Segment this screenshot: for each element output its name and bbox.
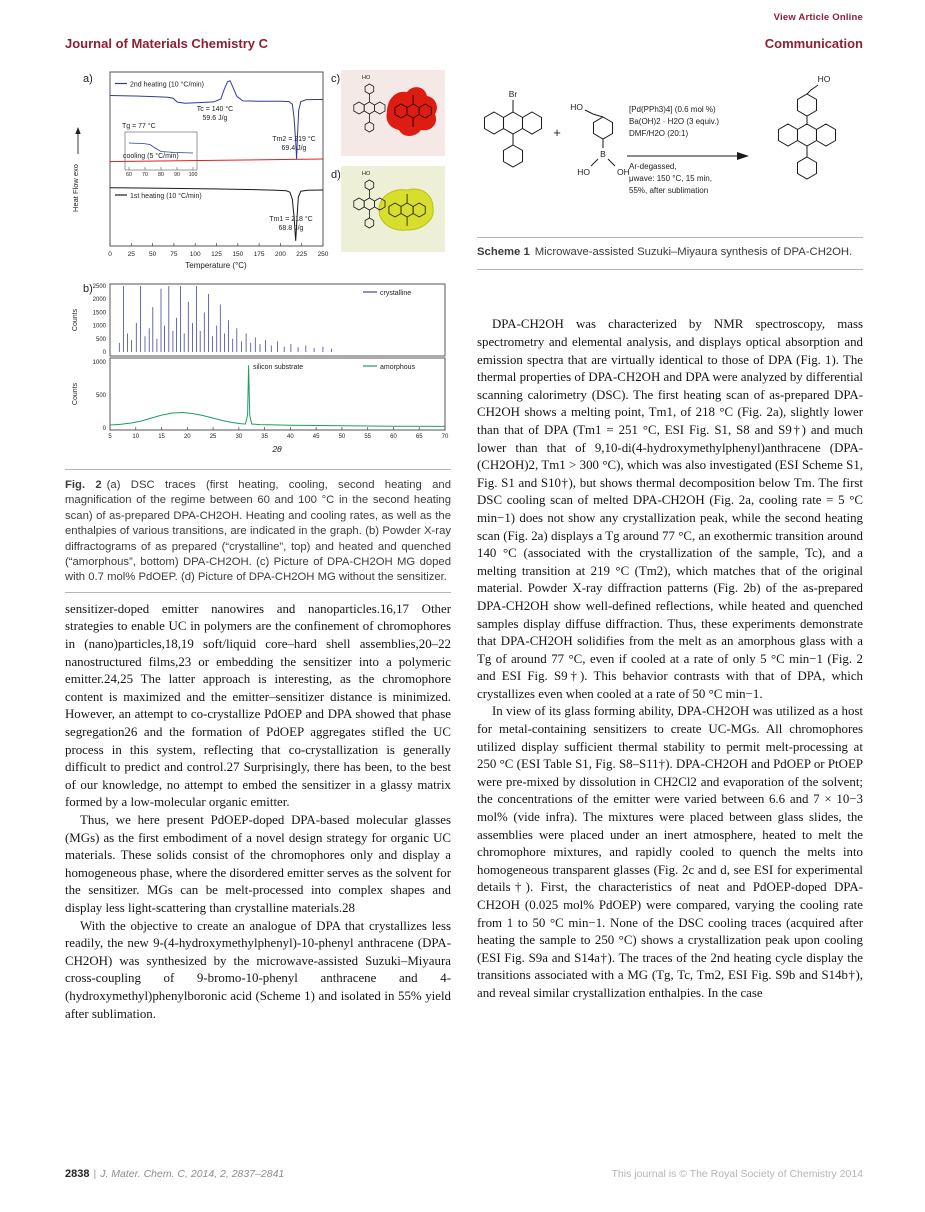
- scheme1-caption-text: Microwave-assisted Suzuki–Miyaura synthesis of DPA-CH2OH.: [534, 246, 853, 258]
- annotation-tm1-enthalpy: 68.8 J/g: [278, 225, 304, 232]
- xrd-amorphous-ytick: 500: [95, 393, 106, 399]
- panel-c-label: c): [331, 73, 341, 85]
- xrd-x-axis-label: 2θ: [272, 444, 282, 454]
- dsc-inset-ticks: [126, 167, 197, 178]
- figure2-caption-label: Fig. 2: [65, 479, 102, 491]
- xrd-crystalline-peaks: [119, 286, 331, 352]
- reaction-arrow-head: [737, 152, 749, 160]
- xrd-xtick-label: 20: [183, 434, 191, 440]
- dsc-xtick-label: 200: [274, 251, 286, 258]
- inset-xtick-label: 70: [142, 172, 148, 178]
- left-body-paragraph-1: sensitizer-doped emitter nanowires and nanoparticles.16,17 Other strategies to enable UC in polymers are the confinement of chromophores in (nano)particles,18,19 soft/liquid core–hard shell assemblies,20–22 nanostructured films,23 or embedding the sensitizer into a polymeric emitter.24,25 The latter approach is interesting, as the chromophore content is maximized and the emitter–sensitizer distance is minimized. However, an attempt to co-crystallize PdOEP and DPA showed that phase segregation26 and the formation of PdOEP aggregates stifled the UC process in this system, reflecting that co-crystallization is generally difficult to predict and control.27 Surprisingly, there has been, to the best of our knowledge, no attempt to embed the sensitizer in a glassy matrix formed by a low-molecular organic emitter.: [65, 601, 451, 810]
- dsc-xtick-label: 125: [211, 251, 222, 258]
- xrd-xtick-label: 55: [364, 434, 372, 440]
- dsc-inset-box: [125, 132, 197, 170]
- panel-b-label: b): [83, 283, 93, 295]
- dsc-x-axis-ticks: [108, 243, 329, 258]
- view-article-online-link[interactable]: View Article Online: [773, 12, 863, 23]
- inset-xtick-label: 90: [174, 172, 180, 178]
- scheme1-caption: [477, 245, 863, 260]
- condition-line-2: Ba(OH)2 · H2O (3 equiv.): [629, 117, 720, 126]
- annotation-tc-enthalpy: 59.6 J/g: [202, 115, 228, 122]
- xrd-xtick-label: 10: [132, 434, 140, 440]
- legend-1st-heating: 1st heating (10 °C/min): [130, 193, 202, 200]
- xrd-xtick-label: 65: [415, 434, 423, 440]
- right-body-paragraph-1: DPA-CH2OH was characterized by NMR spectroscopy, mass spectrometry and elemental analysis, and displays optical absorption and emission spectra that are virtually identical to those of DPA (Fig. 1). The thermal properties of DPA-CH2OH and DPA were analyzed by differential scanning calorimetry (DSC). The first heating scan of as-prepared DPA-CH2OH shows a melting point, Tm1, of 218 °C (Fig. 2a), slightly lower than that of DPA (Tm1 = 251 °C, ESI Fig. S1, S8 and S9†) and much lower than that of 9,10-di(4-hydroxymethylphenyl)anthracene (DPA-(CH2OH)2, Tm1 > 300 °C), which was also investigated (ESI Scheme S1, Fig. S1 and S10†), but shows thermal decomposition below Tm. The first DSC cooling scan of melted DPA-CH2OH (Fig. 2a, cooling rate = 5 °C min−1) does not show any crystallization peak, while the second heating scan (Fig. 2a) displays a Tg around 77 °C, an exothermic transition around 140 °C (associated with the crystallization of the sample, Tc), and a melting transition at 219 °C (Tm2), which matches that of the original material. Powder X-ray diffraction patterns (Fig. 2b) of the as-prepared DPA-CH2OH show well-defined reflections, while heated and quenched samples display diffuse diffraction. Thus, these experiments demonstrate that DPA-CH2OH solidifies from the melt as an amorphous glass with a Tg of around 77 °C, even if cooled at a rate of only 5 °C min−1 (Fig. 2 and ESI Fig. S9†). This behavior contrasts with that of DPA, which crystallizes even when cooled at a rate of 50 °C min−1.: [477, 317, 863, 701]
- inset-xtick-label: 60: [126, 172, 132, 178]
- figure2-caption-rule-bottom: [65, 592, 451, 593]
- inset-xtick-label: 80: [158, 172, 164, 178]
- xrd-xtick-label: 45: [312, 434, 320, 440]
- dsc-xtick-label: 100: [189, 251, 201, 258]
- xrd-amorphous-trace: [110, 365, 445, 426]
- ho-label-d: HO: [362, 171, 371, 177]
- xrd-amorphous-ylabel: Counts: [72, 382, 79, 406]
- xrd-crystalline-ytick: 0: [102, 350, 106, 356]
- xrd-xtick-label: 5: [108, 434, 112, 440]
- xrd-xtick-label: 15: [158, 434, 165, 440]
- scheme-1-graphic: [477, 66, 863, 228]
- left-body-paragraph-3: With the objective to create an analogue of DPA that crystallizes less readily, the new 9-(4-hydroxymethylphenyl)-10-phenyl anthracene (DPA-CH2OH) was synthesized by the microwave-assisted Suzuki–Miyaura cross-coupling of 9-bromo-10-phenyl anthracene and 4-(hydroxymethyl)phenylboronic acid (Scheme 1) and isolated in 55% yield after sublimation.: [65, 918, 451, 1021]
- ho-label-c: HO: [362, 75, 371, 81]
- xrd-amorphous-yticks: [93, 360, 107, 432]
- ho-label-boronic-left: HO: [577, 167, 590, 177]
- xrd-amorphous-curve: [110, 365, 445, 426]
- condition-line-4: Ar-degassed,: [629, 162, 677, 171]
- xrd-xtick-label: 60: [390, 434, 397, 440]
- xrd-xtick-label: 40: [287, 434, 294, 440]
- annotation-tg: Tg = 77 °C: [122, 123, 156, 130]
- xrd-xtick-label: 50: [338, 434, 346, 440]
- page-header: [65, 36, 863, 51]
- dsc-xtick-label: 0: [108, 251, 112, 258]
- legend-cooling: cooling (5 °C/min): [123, 153, 179, 160]
- xrd-crystalline-ylabel: Counts: [72, 308, 79, 332]
- xrd-crystalline-ytick: 2000: [92, 297, 106, 304]
- dsc-xtick-label: 175: [253, 251, 265, 258]
- left-column: [65, 66, 451, 1023]
- condition-line-3: DMF/H2O (20:1): [629, 129, 689, 138]
- dsc-x-axis-label: Temperature (°C): [185, 261, 247, 270]
- xrd-crystalline-ytick: 1000: [92, 323, 106, 330]
- dsc-xtick-label: 25: [127, 251, 135, 258]
- br-label: Br: [508, 89, 518, 99]
- two-column-layout: [65, 66, 863, 1023]
- figure-2-graphic: [65, 66, 451, 458]
- plus-sign: +: [553, 125, 561, 140]
- right-column: [477, 66, 863, 1023]
- dsc-inset-curve: [129, 143, 193, 153]
- condition-line-5: μwave: 150 °C, 15 min,: [629, 174, 712, 183]
- exo-arrow-head: [75, 127, 80, 134]
- figure2-caption-text: (a) DSC traces (first heating, cooling, second heating and magnification of the regime between 60 and 100 °C in the second heating scan) of as-prepared DPA-CH2OH. Heating and cooling rates, as well as the enthalpies of various transitions, are indicated in the graph. (b) Powder X-ray diffractograms of as prepared (“crystalline”, top) and heated and quenched (“amorphous”, bottom) DPA-CH2OH. (c) Picture of DPA-CH2OH MG doped with 0.7 mol% PdOEP. (d) Picture of DPA-CH2OH MG without the sensitizer.: [65, 479, 452, 584]
- xrd-amorphous-y-axis: [72, 382, 79, 405]
- reactant-bromoanthracene: [484, 100, 541, 167]
- xrd-xtick-label: 35: [261, 434, 268, 440]
- condition-line-6: 55%, after sublimation: [629, 186, 709, 195]
- journal-title: Journal of Materials Chemistry C: [65, 36, 268, 51]
- dsc-y-axis-label: Heat Flow exo: [71, 164, 80, 212]
- legend-crystalline: crystalline: [380, 290, 412, 297]
- product-dpa-ch2oh: [778, 85, 835, 179]
- xrd-crystalline-ytick: 1500: [92, 310, 106, 317]
- ho-label-product: HO: [817, 74, 831, 84]
- scheme1-caption-label: Scheme 1: [477, 246, 530, 258]
- xrd-xtick-label: 25: [209, 434, 217, 440]
- article-type: Communication: [764, 36, 863, 51]
- boron-label: B: [600, 149, 606, 159]
- dsc-y-axis: [71, 164, 80, 212]
- xrd-crystalline-y-axis: [72, 308, 79, 331]
- xrd-x-axis-ticks: [108, 427, 449, 440]
- condition-line-1: [Pd(PPh3)4] (0.6 mol %): [629, 105, 716, 114]
- dsc-xtick-label: 150: [232, 251, 244, 258]
- dsc-xtick-label: 225: [296, 251, 308, 258]
- oh-label-boronic-right: OH: [617, 167, 630, 177]
- page-number: 2838: [65, 1168, 90, 1180]
- xrd-crystalline-ytick: 500: [95, 336, 106, 343]
- ho-label-boronic-top: HO: [570, 102, 583, 112]
- panel-a-label: a): [83, 73, 93, 85]
- xrd-crystalline-yticks: [93, 284, 107, 356]
- xrd-xtick-label: 30: [235, 434, 243, 440]
- dsc-xtick-label: 50: [148, 251, 157, 258]
- legend-2nd-heating: 2nd heating (10 °C/min): [130, 81, 205, 89]
- inset-xtick-label: 100: [188, 172, 198, 178]
- annotation-tm1: Tm1 = 218 °C: [269, 216, 313, 223]
- copyright-notice: This journal is © The Royal Society of Chemistry 2014: [611, 1168, 863, 1180]
- journal-citation: J. Mater. Chem. C, 2014, 2, 2837–2841: [100, 1168, 285, 1180]
- annotation-tm2-enthalpy: 69.4 J/g: [281, 145, 307, 152]
- dsc-xtick-label: 75: [170, 251, 178, 258]
- xrd-amorphous-ytick: 1000: [92, 360, 106, 366]
- right-body-paragraph-2: In view of its glass forming ability, DPA-CH2OH was utilized as a host for metal-containing sensitizers to create UC-MGs. All chromophores utilized display sufficient thermal stability to permit melt-processing at 250 °C (ESI Table S1, Fig. S8–S11†). DPA-CH2OH and PdOEP or PtOEP were pre-mixed by dissolution in CH2Cl2 and evaporation of the solvent; the concentrations of the emitter were varied between 6.6 and 7 × 10−3 mol% (vide infra). The mixtures were placed between glass slides, the assemblies were placed under an inert atmosphere, heated to melt the chromophore mixtures, and rapidly cooled to quench the melts into homogeneous transparent glasses (Fig. 2c and d, see ESI for experimental details†). First, the characteristics of neat and PdOEP-doped DPA-CH2OH (0.025 mol% PdOEP) were compared, varying the cooling rate from 1 to 50 °C min−1. None of the DSC cooling traces (acquired after heating the sample to 250 °C) shows a crystallization peak upon cooling (ESI Fig. S9a and S14a†). The traces of the 2nd heating cycle display the transitions associated with a MG (Tg, Tc, Tm2, ESI Fig. S9b and S14b†), and reveal similar crystallization enthalpies. In the case: [477, 704, 863, 1000]
- figure2-caption: [65, 478, 451, 586]
- annotation-tc: Tc = 140 °C: [196, 106, 234, 113]
- dsc-xtick-label: 250: [317, 251, 329, 258]
- figure2-caption-rule-top: [65, 469, 451, 470]
- legend-amorphous: amorphous: [380, 364, 416, 371]
- footer-citation: [65, 1168, 284, 1180]
- xrd-crystalline-ytick: 2500: [92, 284, 106, 290]
- annotation-tm2: Tm2 = 219 °C: [272, 136, 316, 143]
- page-footer: [65, 1168, 863, 1180]
- left-body-paragraph-2: Thus, we here present PdOEP-doped DPA-based molecular glasses (MGs) as the first embodiment of a novel design strategy for organic UC materials. These solids consist of the chromophores only and display a homogeneous phase, where the disordered emitter serves as the solvent for the sensitizer. MGs can be melt-processed into complex shapes and display less light-scattering than crystalline materials.28: [65, 812, 451, 915]
- scheme1-caption-block: [477, 237, 863, 270]
- xrd-xtick-label: 70: [441, 434, 449, 440]
- xrd-amorphous-ytick: 0: [102, 426, 106, 432]
- silicon-substrate-annotation: silicon substrate: [253, 364, 304, 371]
- panel-d-label: d): [331, 169, 341, 181]
- footer-separator: |: [93, 1168, 97, 1180]
